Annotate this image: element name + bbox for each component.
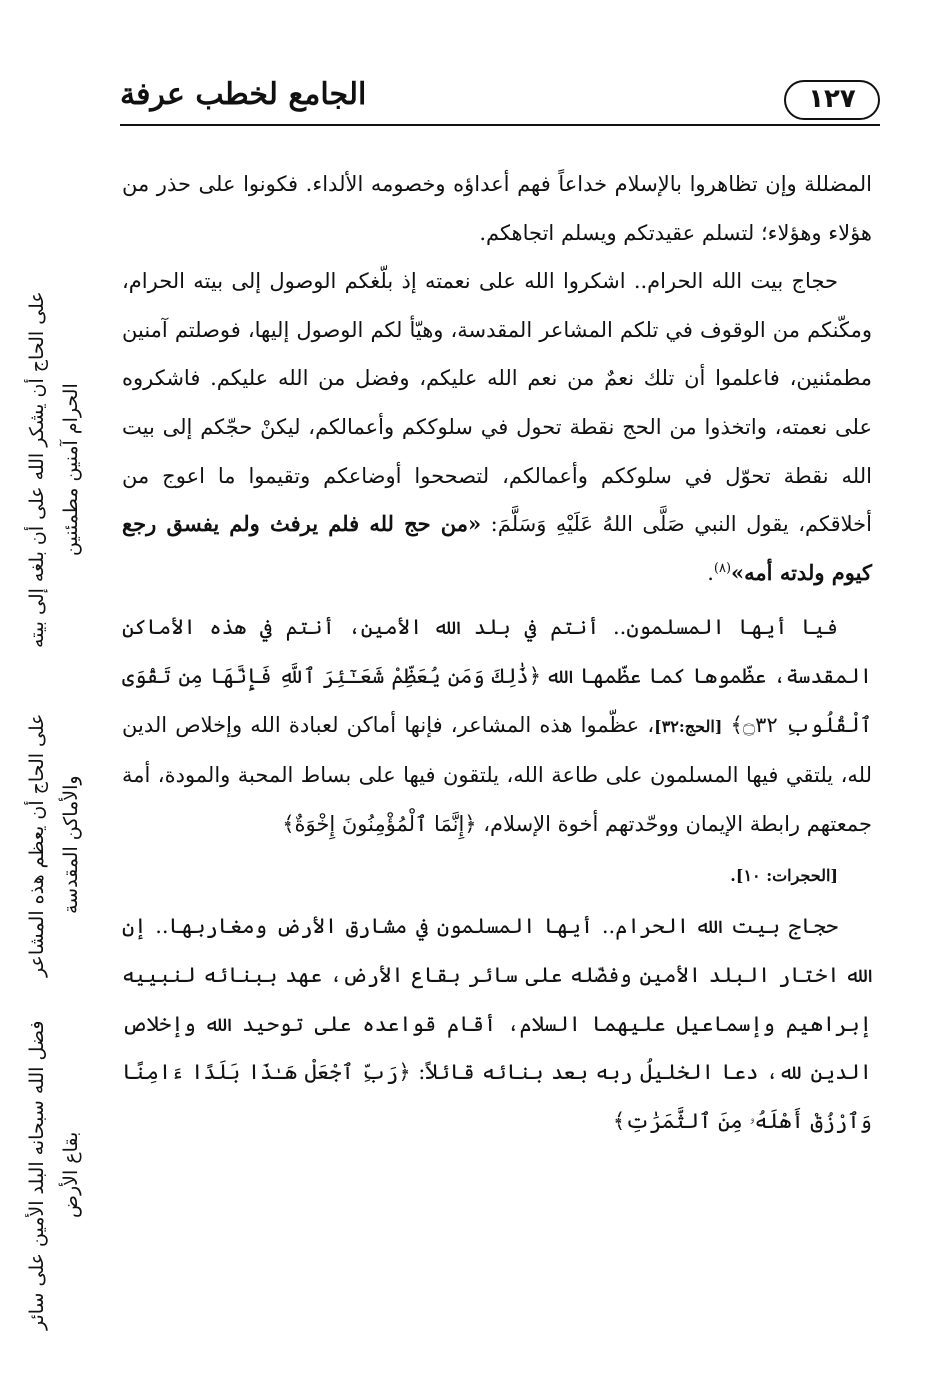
margin-note-3: فضل الله سبحانه البلد الأمين على سائر بقاع الأرض	[26, 1020, 82, 1330]
main-text	[122, 160, 872, 1145]
paragraph-2-end: .	[707, 560, 714, 585]
paragraph-1	[122, 160, 872, 257]
paragraph-3-text-2: ، عظّموا هذه المشاعر، فإنها أماكن لعبادة الله وإخلاص الدين لله، يلتقي فيها المسلمون على طاعة الله، يلتقون فيها على بساط المحبة والمودة، أمة جمعتهم رابطة الإيمان ووحّدتهم أخوة الإسلام،	[122, 712, 872, 836]
paragraph-3-text: فيا أيها المسلمون.. أنتم في بلد الله الأمين، أنتم في هذه الأماكن المقدسة، عظّموها كما عظّمها الله	[122, 615, 872, 688]
paragraph-1-text: المضللة وإن تظاهروا بالإسلام خداعاً فهم أعداؤه وخصومه الألداء. فكونوا على حذر من هؤلاء وهؤلاء؛ لتسلم عقيدتكم ويسلم اتجاهكم.	[122, 172, 872, 245]
paragraph-3	[122, 603, 872, 848]
paragraph-2	[122, 257, 872, 597]
hadith-quote: «من حج لله فلم يرفث ولم يفسق رجع كيوم ولدته أمه»	[122, 511, 872, 585]
citation-end: .	[730, 866, 736, 886]
citation-line	[122, 848, 872, 902]
page-number: ١٢٧	[784, 80, 880, 120]
verse-citation-2: [الحجرات: ١٠]	[735, 866, 838, 886]
footnote-ref: (٨)	[713, 560, 732, 576]
paragraph-2-text: حجاج بيت الله الحرام.. اشكروا الله على نعمته إذ بلّغكم الوصول إلى بيته الحرام، ومكّنكم من الوقوف في تلكم المشاعر المقدسة، وهيّأ لكم الوصول إليها، فوصلتم آمنين مطمئنين، فاعلموا أن تلك نعمٌ من نعم الله عليكم، وفضل من الله عليكم. فاشكروه على نعمته، واتخذوا من الحج نقطة تحول في سلوككم وأعمالكم، ليكنْ حجّكم إلى بيت الله نقطة تحوّل في سلوككم وأعمالكم، لتصححوا أوضاعكم وتقيموا ما اعوج من أخلاقكم، يقول النبي صَلَّى اللهُ عَلَيْهِ وَسَلَّمَ:	[122, 269, 872, 537]
header-rule	[120, 124, 880, 126]
page-header	[120, 62, 880, 132]
paragraph-4	[122, 902, 872, 1145]
quran-verse-2: ﴿إِنَّمَا ٱلْمُؤْمِنُونَ إِخْوَةٌ﴾	[282, 811, 477, 836]
paragraph-4-text: حجاج بيت الله الحرام.. أيها المسلمون في مشارق الأرض ومغاربها.. إن الله اختار البلد الأمين وفضّله على سائر بقاع الأرض، عهد ببنائه لنبييه إبراهيم وإسماعيل عليهما السلام، أقام قواعده على توحيد الله وإخلاص الدين لله، دعا الخليلُ ربه بعد بنائه قائلاً:	[122, 914, 872, 1085]
verse-citation-1: [الحج:٣٢]	[654, 716, 723, 736]
quran-verse-3: ﴿رَبِّ ٱجْعَلْ هَـٰذَا بَلَدًا ءَامِنًا وَٱرْزُقْ أَهْلَهُۥ مِنَ ٱلثَّمَرَٰتِ﴾	[122, 1060, 872, 1133]
running-title: الجامع لخطب عرفة	[120, 77, 367, 112]
margin-note-1: على الحاج أن يشكر الله على أن بلغه إلى بيته الحرام آمنين مطمئنين	[26, 291, 82, 649]
quran-verse-1: ﴿ذَٰلِكَ وَمَن يُعَظِّمْ شَعَـٰٓئِرَ ٱللَّهِ فَإِنَّهَا مِن تَقْوَى ٱلْقُلُوبِ ۝٣٢﴾	[122, 663, 872, 737]
margin-note-2: على الحاج أن يعظم هذه المشاعر والأماكن المقدسة	[26, 713, 82, 977]
